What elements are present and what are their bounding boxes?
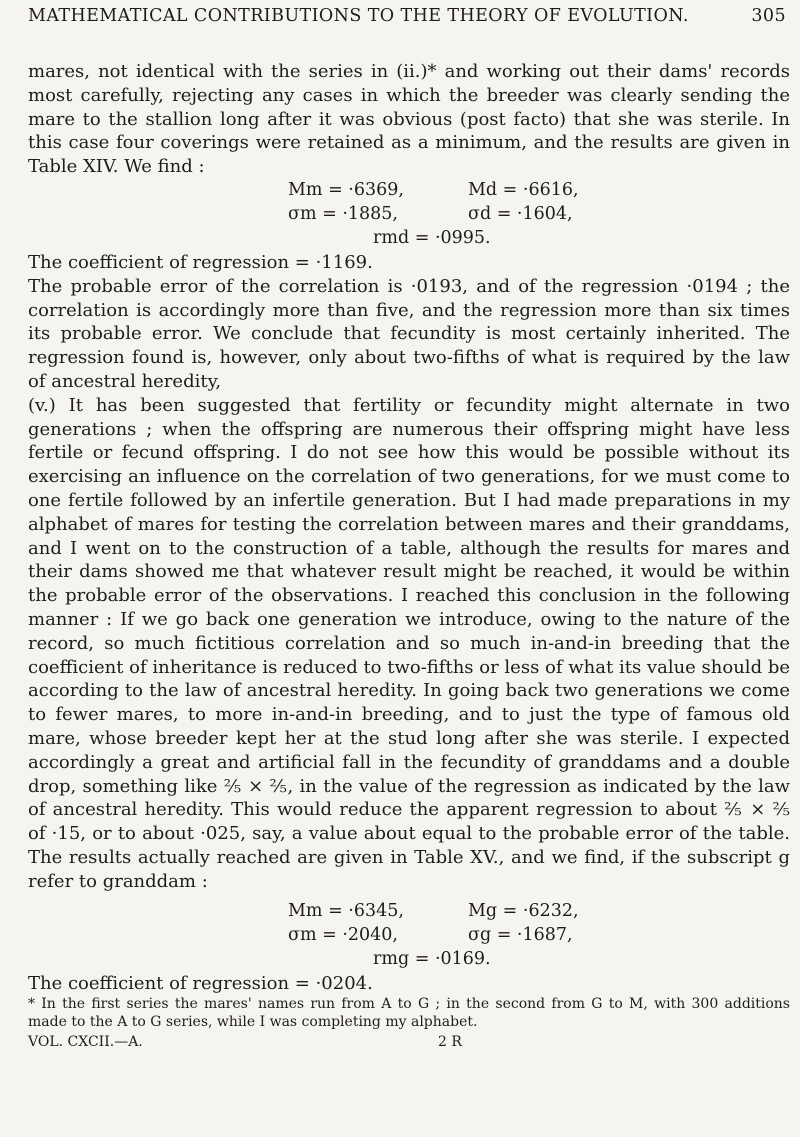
paragraph-3: (v.) It has been suggested that fertility or fecundity might alternate in two generations ; when the offspring are numerous their offspring might have less fertile or fecund offspring. I do not see how this would be possible without its exercising an influence on the correlation of two generations, for we must come to one fertile followed by an infertile generation. But I had made preparations in my alphabet of mares for testing the correlation between mares and their granddams, and I went on to the construction of a table, although the results for mares and their dams showed me that whatever result might be reached, it would be within the probable error of the observations. I reached this conclusion in the following manner : If we go back one generation we introduce, owing to the nature of the record, so much fictitious correlation and so much in-and-in breeding that the coefficient of inheritance is reduced to two-fifths or less of what its value should be according to the law of ancestral heredity. In going back two generations we come to fewer mares, to more in-and-in breeding, and to just the type of famous old mare, whose breeder kept her at the stud long after she was sterile. I expected accordingly a great and artificial fall in the fecundity of granddams and a double drop, something like ⅖ × ⅖, in the value of the regression as indicated by the law of ancestral heredity. This would reduce the apparent regression to about ⅖ × ⅖ of ·15, or to about ·025, say, a value about equal to the probable error of the table. The results actually reached are given in Table XV., and we find, if the subscript g refer to granddam : — [28, 394, 790, 892]
page-number: 305 — [751, 6, 786, 26]
volume-label: VOL. CXCII.—A. — [28, 1034, 143, 1051]
eq1-mean-dam: Md = ·6616, — [468, 179, 579, 200]
regression-2: The coefficient of regression = ·0204. — [28, 972, 373, 994]
running-header — [28, 6, 786, 26]
signature-mark: 2 R — [438, 1034, 462, 1051]
equation-row-2b — [28, 924, 790, 948]
eq2-sigma-granddam: σg = ·1687, — [468, 924, 573, 945]
equation-row-1c — [28, 227, 790, 251]
running-title: MATHEMATICAL CONTRIBUTIONS TO THE THEORY OF EVOLUTION. — [28, 6, 689, 26]
eq1-correlation: rmd = ·0995. — [373, 227, 491, 248]
equation-row-1a — [28, 179, 790, 203]
equation-row-1b — [28, 203, 790, 227]
eq1-mean-mare: Mm = ·6369, — [288, 179, 404, 200]
eq2-correlation: rmg = ·0169. — [373, 948, 491, 969]
equation-row-2c — [28, 948, 790, 972]
eq2-mean-granddam: Mg = ·6232, — [468, 900, 579, 921]
eq2-sigma-mare: σm = ·2040, — [288, 924, 398, 945]
eq1-sigma-mare: σm = ·1885, — [288, 203, 398, 224]
equation-row-2a — [28, 900, 790, 924]
paragraph-2: The probable error of the correlation is ·0193, and of the regression ·0194 ; the correlation is accordingly more than five, and the regression more than six times its probable error. We conclude that fecundity is most certainly inherited. The regression found is, however, only about two-fifths of what is required by the law of ancestral heredity, — [28, 275, 790, 392]
eq1-sigma-dam: σd = ·1604, — [468, 203, 573, 224]
footnote: * In the first series the mares' names run from A to G ; in the second from G to M, with 300 additions made to the A to G series, while I was completing my alphabet. — [28, 996, 790, 1031]
regression-1: The coefficient of regression = ·1169. — [28, 251, 373, 273]
eq2-mean-mare: Mm = ·6345, — [288, 900, 404, 921]
body-text — [28, 60, 790, 1049]
page-footer — [28, 1031, 790, 1049]
paragraph-1: mares, not identical with the series in (ii.)* and working out their dams' records most carefully, rejecting any cases in which the breeder was clearly sending the mare to the stallion long after it was obvious (post facto) that she was sterile. In this case four coverings were retained as a minimum, and the results are given in Table XIV. We find : — [28, 61, 790, 178]
